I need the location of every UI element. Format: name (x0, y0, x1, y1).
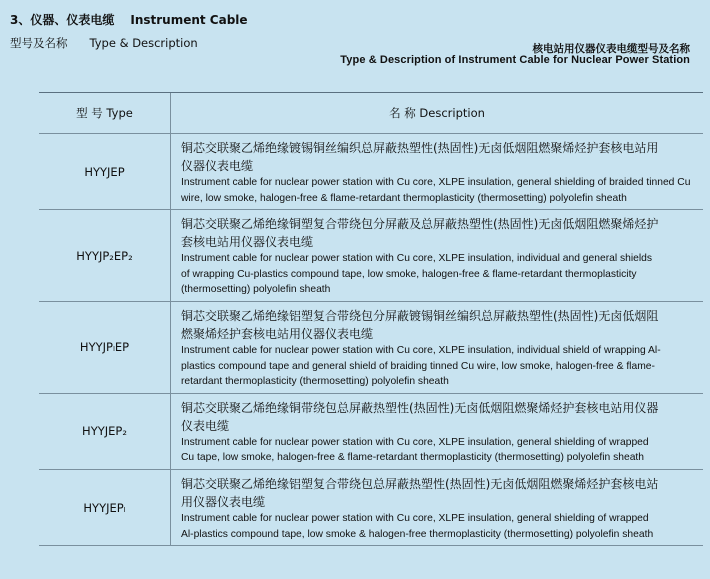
row-description (171, 470, 703, 545)
row-description (171, 134, 703, 209)
description-en-line: Instrument cable for nuclear power station with Cu core, XLPE insulation, general shielding of wrapped (181, 512, 649, 524)
table-title-en: Type & Description of Instrument Cable for Nuclear Power Station (340, 54, 690, 66)
row-model: HYYJEP (39, 134, 171, 209)
row-description (171, 394, 703, 469)
description-cn-line: 燃聚烯烃护套核电站用仪器仪表电缆 (181, 326, 374, 341)
row-description (171, 210, 703, 301)
table-header-row (39, 93, 703, 133)
description-en-line: Instrument cable for nuclear power station with Cu core, XLPE insulation, general shielding of wrapped (181, 436, 649, 448)
subhead-cn: 型号及名称 (10, 36, 68, 50)
description-en-line: (thermosetting) polyolefin sheath (181, 284, 331, 296)
table-row (39, 134, 703, 210)
header-type: 型 号 Type (39, 93, 171, 133)
subhead-en: Type & Description (89, 36, 198, 50)
description-en-line: retardant thermoplasticity (thermosetting) polyolefin sheath (181, 376, 449, 388)
row-model: HYYJEPₗ (39, 470, 171, 545)
section-title-cn: 3、仪器、仪表电缆 (10, 13, 115, 27)
description-cn-line: 铜芯交联聚乙烯绝缘铝塑复合带绕包分屏蔽镀锡铜丝编织总屏蔽热塑性(热固性)无卤低烟阻 (181, 308, 659, 323)
description-cn-line: 铜芯交联聚乙烯绝缘铝塑复合带绕包总屏蔽热塑性(热固性)无卤低烟阻燃聚烯烃护套核电站 (181, 476, 659, 491)
section-title-en: Instrument Cable (130, 13, 248, 27)
table-row (39, 302, 703, 394)
section-title (10, 11, 248, 28)
row-description (171, 302, 703, 393)
description-en-line: Cu tape, low smoke, halogen-free & flame-retardant thermoplasticity (thermosetting) polyolefin sheath (181, 452, 645, 464)
description-cn-line: 铜芯交联聚乙烯绝缘铜带绕包总屏蔽热塑性(热固性)无卤低烟阻燃聚烯烃护套核电站用仪器 (181, 400, 659, 415)
cable-table (39, 92, 703, 546)
header-description: 名 称 Description (389, 106, 485, 120)
description-cn-line: 铜芯交联聚乙烯绝缘铜塑复合带绕包分屏蔽及总屏蔽热塑性(热固性)无卤低烟阻燃聚烯烃护 (181, 217, 659, 232)
description-en-line: of wrapping Cu-plastics compound tape, low smoke, halogen-free & flame-retardant thermoplasticity (181, 268, 637, 280)
row-model: HYYJEP₂ (39, 394, 171, 469)
description-en-line: Instrument cable for nuclear power station with Cu core, XLPE insulation, individual shield of wrapping Al- (181, 344, 661, 356)
table-body (39, 134, 703, 546)
table-row (39, 394, 703, 470)
description-cn-line: 铜芯交联聚乙烯绝缘镀锡铜丝编织总屏蔽热塑性(热固性)无卤低烟阻燃聚烯烃护套核电站用 (181, 141, 659, 155)
table-row (39, 470, 703, 546)
description-cn-line: 仪器仪表电缆 (181, 159, 254, 173)
description-cn-line: 用仪器仪表电缆 (181, 494, 266, 509)
subhead (10, 35, 198, 51)
table-row (39, 210, 703, 302)
description-cn-line: 仪表电缆 (181, 418, 230, 433)
row-model: HYYJPₗEP (39, 302, 171, 393)
table-title-cn: 核电站用仪器仪表电缆型号及名称 (532, 43, 690, 55)
description-en-line: plastics compound tape and general shield of braiding tinned Cu wire, low smoke, halogen-free & flame- (181, 360, 655, 372)
description-en-line: Al-plastics compound tape, low smoke & halogen-free thermoplasticity (thermosetting) polyolefin sheath (181, 528, 654, 540)
description-en-line: wire, low smoke, halogen-free & flame-retardant thermoplasticity (thermosetting) polyolefin sheath (181, 192, 627, 204)
description-cn-line: 套核电站用仪器仪表电缆 (181, 235, 314, 250)
row-model: HYYJP₂EP₂ (39, 210, 171, 301)
description-en-line: Instrument cable for nuclear power station with Cu core, XLPE insulation, individual and general shields (181, 253, 653, 265)
description-en-line: Instrument cable for nuclear power station with Cu core, XLPE insulation, general shielding of braided tinned Cu (181, 177, 691, 188)
